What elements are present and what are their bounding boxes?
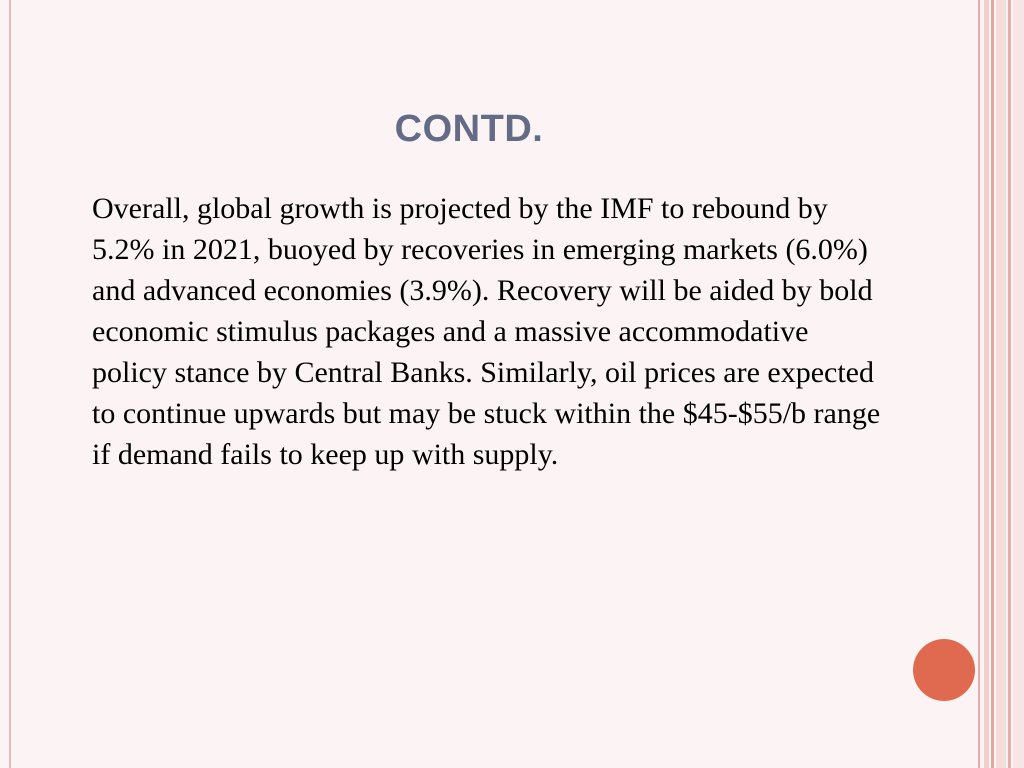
right-border-stripe (991, 0, 994, 768)
right-border-stripe (996, 0, 1006, 768)
decorative-circle (913, 639, 975, 701)
right-border-stripe (1008, 0, 1011, 768)
right-border-stripe (978, 0, 980, 768)
right-border-stripe (984, 0, 989, 768)
right-border-stripe (1013, 0, 1024, 768)
slide-body-text: Overall, global growth is projected by the IMF to rebound by 5.2% in 2021, buoyed by recoveries in emerging markets (6.0%) and advanced economies (3.9%). Recovery will be aided by bold economic stimulus packages and a massive accommodative policy stance by Central Banks. Similarly, oil prices are expected to continue upwards but may be stuck within the $45-$55/b range if demand fails to keep up with supply. (92, 192, 881, 471)
slide-title: CONTD. (394, 108, 544, 150)
